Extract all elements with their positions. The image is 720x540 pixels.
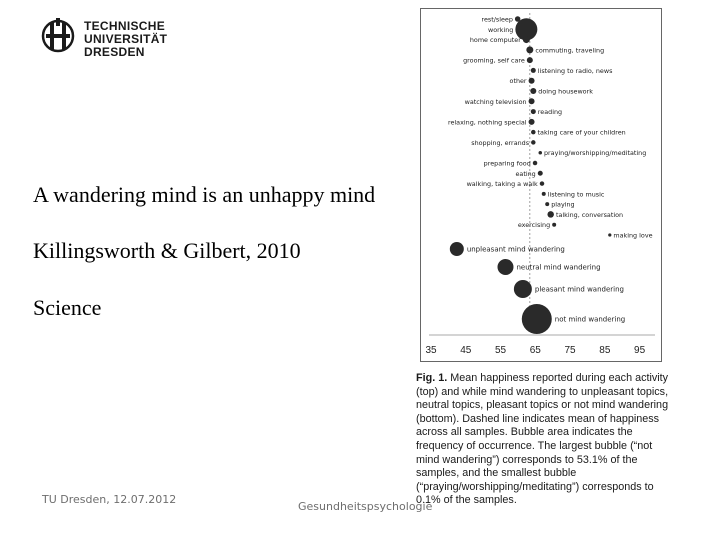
activity-bubble — [529, 78, 535, 84]
activity-label: talking, conversation — [555, 210, 624, 219]
x-tick-label: 35 — [425, 345, 437, 356]
activity-bubble — [530, 88, 536, 94]
x-tick-label: 55 — [494, 345, 507, 356]
x-tick-label: 85 — [599, 345, 611, 356]
activity-bubble — [531, 130, 536, 135]
activity-bubble — [547, 211, 554, 218]
activity-label: relaxing, nothing special — [447, 118, 527, 127]
activity-label: taking care of your children — [537, 128, 626, 137]
activity-bubble — [545, 202, 549, 206]
activity-bubble — [529, 98, 535, 104]
logo-line-1: TECHNISCHE — [84, 19, 166, 33]
activity-label: grooming, self care — [463, 56, 525, 65]
activity-label: making love — [613, 231, 653, 240]
happiness-bubble-chart — [420, 8, 662, 362]
figure-caption — [416, 372, 672, 508]
mind-wandering-bubble — [497, 259, 513, 275]
activity-bubble — [538, 171, 543, 176]
activity-bubble — [526, 46, 533, 53]
tu-dresden-logo — [40, 14, 180, 72]
activity-label: doing housework — [538, 87, 593, 96]
journal: Science — [33, 295, 102, 320]
x-tick-label: 95 — [634, 345, 646, 356]
activity-bubble — [542, 192, 546, 196]
chart-canvas — [421, 9, 662, 362]
activity-label: home computer — [469, 36, 521, 45]
mind-wandering-bubble — [514, 280, 532, 298]
activity-bubble — [533, 161, 538, 166]
logo-line-2: UNIVERSITÄT — [84, 32, 168, 46]
activity-bubble — [540, 181, 545, 186]
activity-label: watching television — [464, 97, 527, 106]
activity-label: other — [509, 77, 527, 86]
mind-wandering-label: not mind wandering — [554, 315, 626, 324]
mind-wandering-bubble — [450, 242, 464, 256]
activity-label: reading — [537, 108, 563, 117]
figure-caption-text: Mean happiness reported during each activity (top) and while mind wandering to unpleasant topics, neutral topics, pleasant topics or not mind wandering (bottom). Dashed line indicates mean of happiness across all samples. Bubble area indicates the frequency of occurrence. The largest bubble (“not mind wandering”) corresponds to 53.1% of the samples, and the smallest bubble (“praying/worshipping/meditating”) corresponds to 0.1% of the samples. — [416, 372, 669, 507]
activity-label: playing — [551, 200, 575, 209]
activity-label: rest/sleep — [481, 15, 513, 24]
citation: Killingsworth & Gilbert, 2010 — [33, 238, 301, 263]
footer-date: TU Dresden, 12.07.2012 — [42, 493, 177, 506]
activity-label: commuting, traveling — [535, 46, 605, 55]
activity-bubble — [531, 109, 536, 114]
mind-wandering-label: neutral mind wandering — [516, 263, 601, 272]
activity-label: listening to radio, news — [537, 66, 613, 75]
mind-wandering-label: pleasant mind wandering — [534, 285, 624, 294]
activity-label: preparing food — [483, 159, 531, 168]
activity-bubble — [531, 140, 536, 145]
activity-label: shopping, errands — [471, 138, 530, 147]
activity-label: eating — [515, 169, 536, 178]
slide-title: A wandering mind is an unhappy mind — [33, 182, 376, 207]
activity-bubble — [608, 233, 611, 236]
activity-bubble — [527, 57, 533, 63]
mind-wandering-label: unpleasant mind wandering — [466, 245, 565, 254]
activity-label: working — [487, 25, 514, 34]
logo-line-3: DRESDEN — [84, 45, 145, 59]
activity-label: exercising — [517, 221, 551, 230]
activity-bubble — [523, 36, 530, 43]
activity-label: praying/worshipping/meditating — [544, 149, 647, 158]
activity-bubble — [539, 151, 543, 155]
x-tick-label: 65 — [529, 345, 541, 356]
activity-label: listening to music — [547, 190, 605, 199]
mind-wandering-bubble — [522, 304, 552, 334]
activity-bubble — [552, 223, 556, 227]
x-tick-label: 75 — [564, 345, 576, 356]
figure-label: Fig. 1. — [416, 372, 448, 384]
university-crest-icon — [40, 14, 76, 58]
footer-course: Gesundheitspsychologie — [298, 500, 433, 513]
activity-label: walking, taking a walk — [466, 180, 538, 189]
activity-bubble — [529, 119, 535, 125]
x-tick-label: 45 — [460, 345, 472, 356]
activity-bubble — [531, 68, 536, 73]
